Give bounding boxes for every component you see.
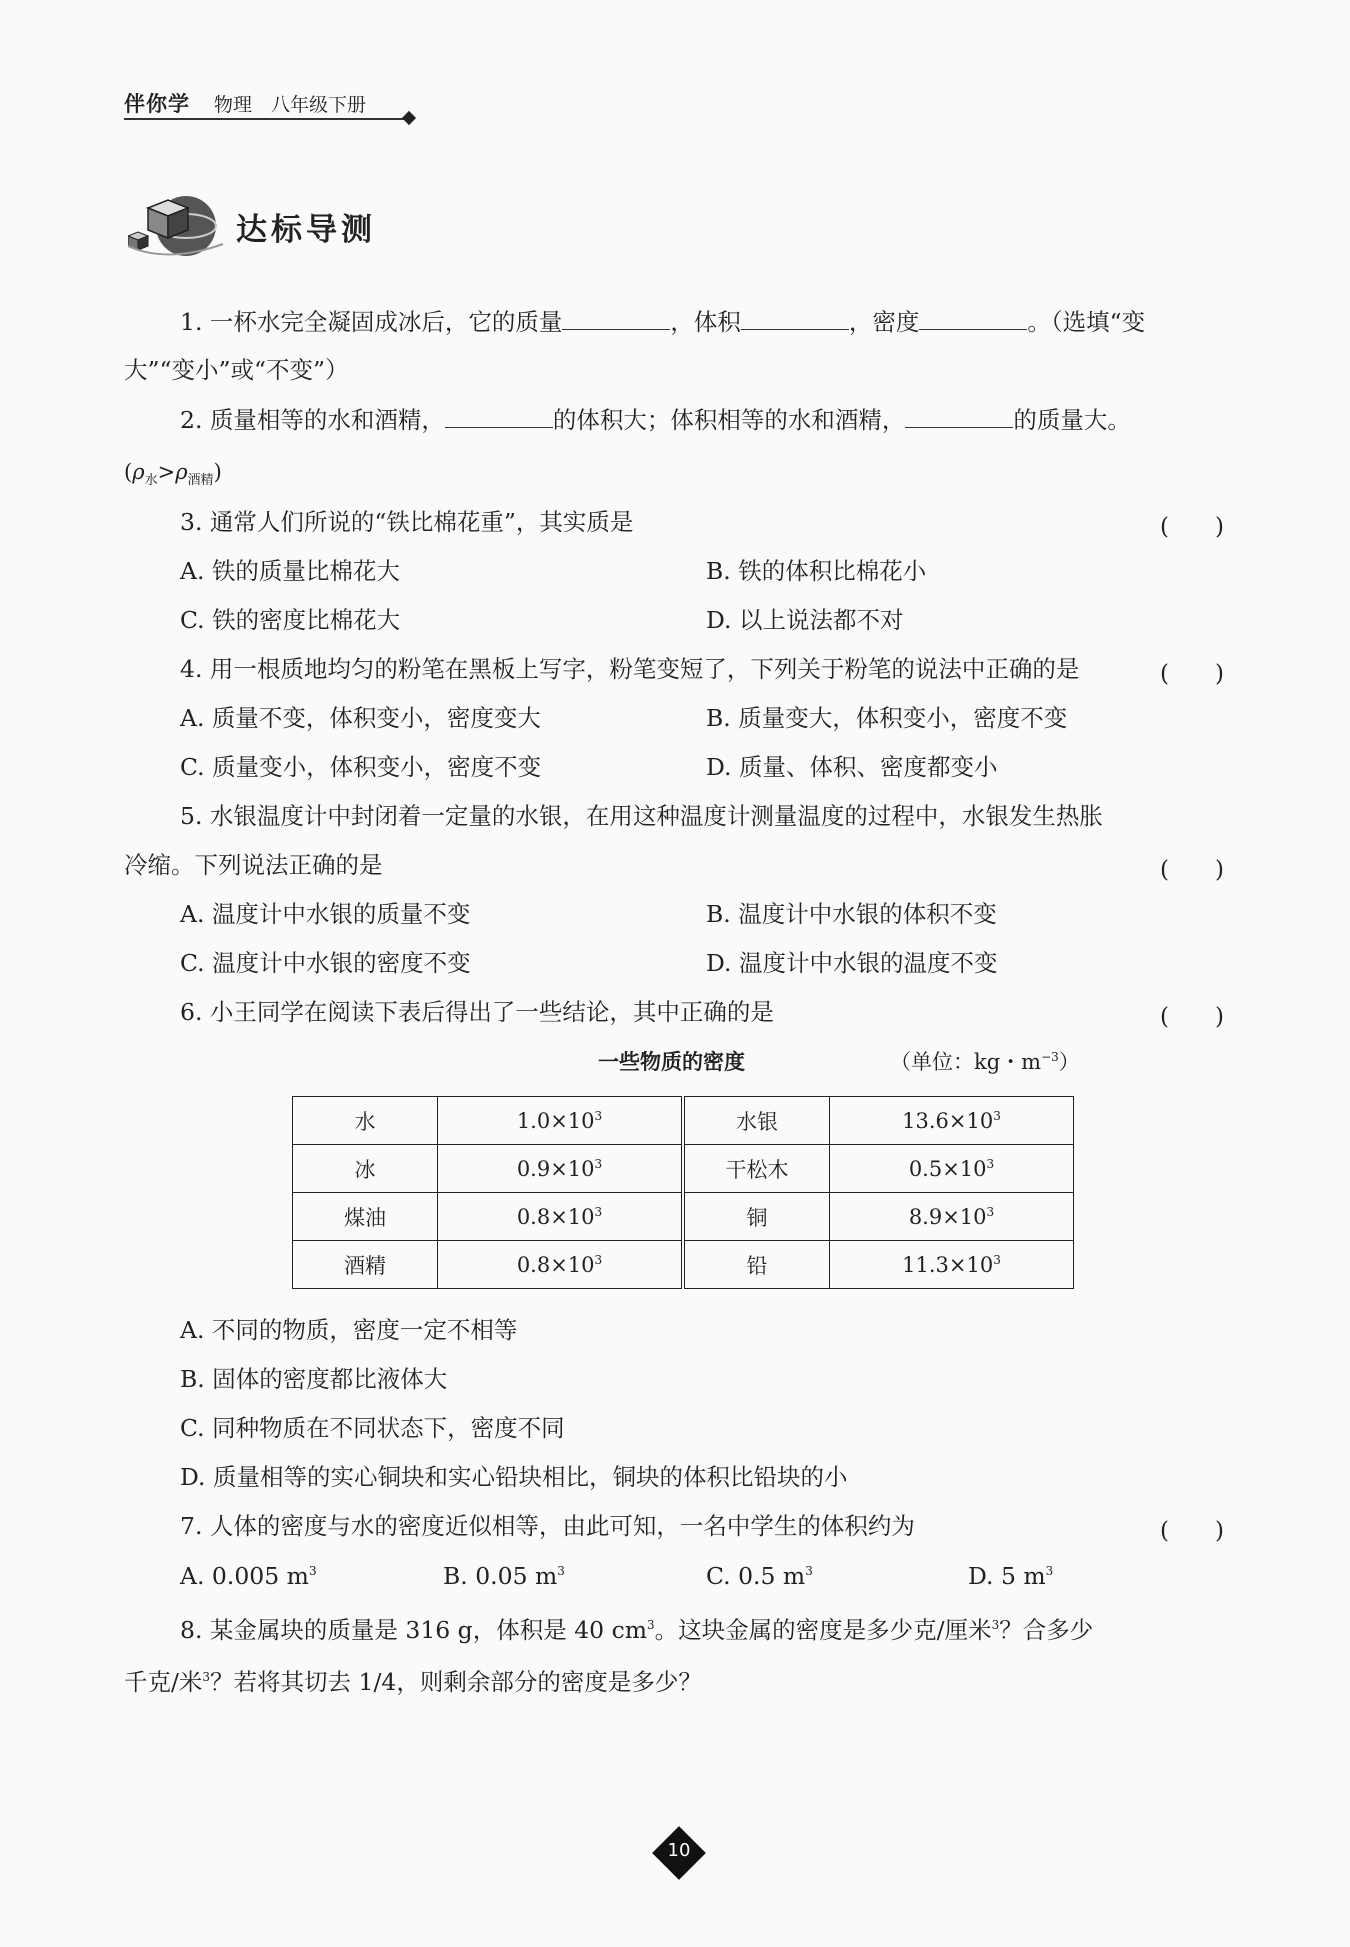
table-cell: $1.0\times 10^3$: [438, 1097, 684, 1145]
header-rule: [124, 118, 409, 120]
table-cell: $11.3\times 10^3$: [830, 1241, 1074, 1289]
q5-option-d[interactable]: D. 温度计中水银的温度不变: [706, 949, 998, 977]
q5-option-b[interactable]: B. 温度计中水银的体积不变: [706, 900, 997, 928]
q3-option-c[interactable]: C. 铁的密度比棉花大: [180, 606, 401, 634]
q6-option-a[interactable]: A. 不同的物质，密度一定不相等: [180, 1316, 518, 1344]
grade: 八年级下册: [271, 94, 367, 116]
question-5-stem-continued: 冷缩。下列说法正确的是: [124, 851, 383, 879]
question-7-stem: 7. 人体的密度与水的密度近似相等，由此可知，一名中学生的体积约为: [180, 1512, 915, 1540]
question-8: 8. 某金属块的质量是 316 g，体积是 40 $cm^3$。这块金属的密度是多少克/厘米$^3$？合多少: [180, 1616, 1094, 1644]
question-5-stem: 5. 水银温度计中封闭着一定量的水银，在用这种温度计测量温度的过程中，水银发生热胀: [180, 802, 1103, 830]
table-cell: 干松木: [683, 1145, 830, 1193]
q3-option-d[interactable]: D. 以上说法都不对: [706, 606, 904, 634]
table-cell: 酒精: [293, 1241, 438, 1289]
density-table: [292, 1096, 1074, 1289]
table-cell: 铅: [683, 1241, 830, 1289]
brand-name: 伴你学: [124, 92, 190, 116]
question-1-continued: 大”“变小”或“不变”）: [124, 356, 349, 384]
answer-blank[interactable]: [741, 307, 849, 330]
q6-option-c[interactable]: C. 同种物质在不同状态下，密度不同: [180, 1414, 565, 1442]
table-cell: 冰: [293, 1145, 438, 1193]
table-unit: （单位：kg・$m^{-3}$）: [890, 1050, 1080, 1074]
question-3-stem: 3. 通常人们所说的“铁比棉花重”，其实质是: [180, 508, 634, 536]
table-row: [293, 1193, 1074, 1241]
page-number: 10: [667, 1840, 691, 1861]
header-subject-grade: [214, 90, 366, 117]
table-cell: $13.6\times 10^3$: [830, 1097, 1074, 1145]
question-4-stem: 4. 用一根质地均匀的粉笔在黑板上写字，粉笔变短了，下列关于粉笔的说法中正确的是: [180, 655, 1080, 683]
table-cell: 水: [293, 1097, 438, 1145]
table-cell: $0.8\times 10^3$: [438, 1193, 684, 1241]
question-1: 1. 一杯水完全凝固成冰后，它的质量 ，体积 ，密度 。（选填“变: [180, 308, 1146, 336]
table-cell: $0.5\times 10^3$: [830, 1145, 1074, 1193]
table-cell: 煤油: [293, 1193, 438, 1241]
table-cell: 水银: [683, 1097, 830, 1145]
q7-option-a[interactable]: A. 0.005 $m^3$: [180, 1562, 317, 1590]
answer-parentheses[interactable]: ( ): [1160, 514, 1224, 540]
subject: 物理: [214, 94, 253, 116]
cube-globe-icon: [128, 186, 228, 266]
table-cell: $0.9\times 10^3$: [438, 1145, 684, 1193]
q7-option-c[interactable]: C. 0.5 $m^3$: [706, 1562, 813, 1590]
page-number-badge: [656, 1830, 702, 1876]
answer-blank[interactable]: [562, 307, 670, 330]
answer-blank[interactable]: [905, 405, 1013, 428]
table-row: [293, 1097, 1074, 1145]
answer-parentheses[interactable]: ( ): [1160, 661, 1224, 687]
question-2: 2. 质量相等的水和酒精， 的体积大；体积相等的水和酒精， 的质量大。: [180, 406, 1131, 434]
section-title: 达标导测: [236, 212, 376, 248]
diamond-icon: [402, 111, 416, 125]
question-2-note: $(\rho_水>\rho_{酒精})$: [124, 460, 222, 489]
q4-option-d[interactable]: D. 质量、体积、密度都变小: [706, 753, 998, 781]
q4-option-c[interactable]: C. 质量变小，体积变小，密度不变: [180, 753, 542, 781]
q4-option-b[interactable]: B. 质量变大，体积变小，密度不变: [706, 704, 1068, 732]
table-cell: 铜: [683, 1193, 830, 1241]
q4-option-a[interactable]: A. 质量不变，体积变小，密度变大: [180, 704, 541, 732]
q3-option-a[interactable]: A. 铁的质量比棉花大: [180, 557, 400, 585]
running-header: [124, 88, 414, 124]
table-row: [293, 1145, 1074, 1193]
q5-option-c[interactable]: C. 温度计中水银的密度不变: [180, 949, 471, 977]
answer-blank[interactable]: [919, 307, 1027, 330]
q3-option-b[interactable]: B. 铁的体积比棉花小: [706, 557, 927, 585]
q7-option-b[interactable]: B. 0.05 $m^3$: [443, 1562, 565, 1590]
answer-parentheses[interactable]: ( ): [1160, 1004, 1224, 1030]
q7-option-d[interactable]: D. 5 $m^3$: [968, 1562, 1054, 1590]
table-cell: $0.8\times 10^3$: [438, 1241, 684, 1289]
q5-option-a[interactable]: A. 温度计中水银的质量不变: [180, 900, 471, 928]
q6-option-b[interactable]: B. 固体的密度都比液体大: [180, 1365, 448, 1393]
table-cell: $8.9\times 10^3$: [830, 1193, 1074, 1241]
answer-parentheses[interactable]: ( ): [1160, 857, 1224, 883]
question-8-continued: 千克/米$^3$？若将其切去 1/4，则剩余部分的密度是多少？: [124, 1668, 702, 1696]
answer-blank[interactable]: [445, 405, 553, 428]
table-row: [293, 1241, 1074, 1289]
question-6-stem: 6. 小王同学在阅读下表后得出了一些结论，其中正确的是: [180, 998, 774, 1026]
q6-option-d[interactable]: D. 质量相等的实心铜块和实心铅块相比，铜块的体积比铅块的小: [180, 1463, 848, 1491]
answer-parentheses[interactable]: ( ): [1160, 1518, 1224, 1544]
table-title: 一些物质的密度: [598, 1050, 745, 1074]
